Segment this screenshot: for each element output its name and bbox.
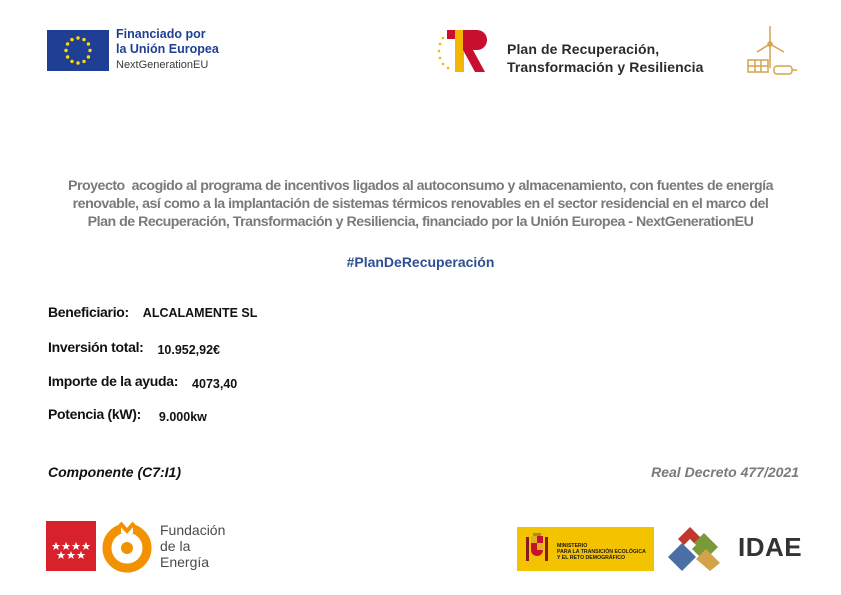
ministry-line-1: MINISTERIO [557, 543, 588, 549]
decree-label: Real Decreto 477/2021 [651, 464, 799, 480]
hashtag: #PlanDeRecuperación [346, 254, 495, 270]
eu-line-2: la Unión Europea [116, 42, 219, 56]
fde-line-1: Fundación [160, 522, 226, 538]
prtr-line-1: Plan de Recuperación, [507, 41, 660, 57]
prtr-line-2: Transformación y Resiliencia [507, 59, 704, 75]
importe-label: Importe de la ayuda: [48, 373, 179, 389]
eu-funding-text [116, 27, 219, 73]
windmill-solar-icon [744, 22, 800, 78]
eu-line-3: NextGenerationEU [116, 59, 209, 71]
inversion-label: Inversión total: [48, 339, 144, 355]
project-line-3: Plan de Recuperación, Transformación y Resiliencia, financiado por la Unión Europea - NextGenerationEU [87, 214, 754, 230]
fundacion-energia-text [160, 522, 225, 570]
eu-stars-icon [47, 30, 109, 71]
prtr-logo-icon [437, 28, 493, 74]
ministry-text [557, 543, 646, 562]
component-label: Componente (C7:I1) [48, 464, 181, 480]
beneficiario-value: ALCALAMENTE SL [142, 306, 258, 320]
importe-row [48, 373, 237, 389]
ministry-logo [517, 527, 654, 571]
fde-line-3: Energía [160, 554, 210, 570]
eu-flag-logo [47, 30, 109, 71]
idae-logo-icon [666, 525, 732, 573]
project-line-2: renovable, así como a la implantación de sistemas térmicos renovables en el sector residencial en el marco del [72, 196, 769, 212]
prtr-title [507, 40, 704, 76]
comunidad-madrid-logo [46, 521, 96, 571]
madrid-stars-icon [46, 521, 96, 571]
potencia-value: 9.000kw [158, 410, 207, 424]
beneficiario-row [48, 304, 257, 320]
project-text-1: acogido al programa de incentivos ligados al autoconsumo y almacenamiento, con fuentes de energía [131, 178, 773, 194]
project-lead: Proyecto [68, 178, 125, 194]
potencia-label: Potencia (kW): [48, 406, 142, 422]
coat-of-arms-icon [523, 533, 551, 565]
inversion-row [48, 339, 220, 355]
fundacion-energia-icon [100, 519, 154, 573]
inversion-value: 10.952,92€ [157, 343, 220, 357]
project-line-1 [40, 177, 801, 195]
potencia-row [48, 406, 207, 422]
idae-text: IDAE [738, 532, 803, 562]
eu-line-1: Financiado por [116, 27, 206, 41]
fde-line-2: de la [160, 538, 191, 554]
project-description [40, 177, 801, 231]
ministry-line-2: PARA LA TRANSICIÓN ECOLÓGICA [557, 549, 646, 556]
ministry-line-3: Y EL RETO DEMOGRÁFICO [557, 555, 626, 562]
importe-value: 4073,40 [192, 377, 238, 391]
beneficiario-label: Beneficiario: [48, 304, 129, 320]
